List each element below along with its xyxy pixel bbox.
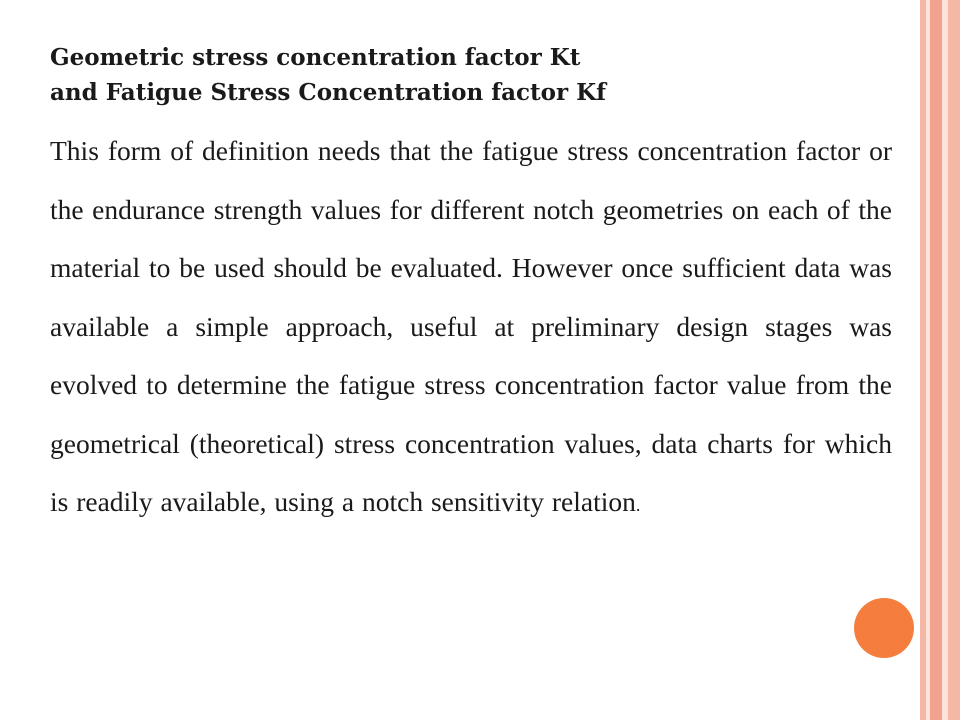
decorative-stripe: [930, 0, 942, 720]
orange-circle-decoration: [854, 598, 914, 658]
decorative-stripe: [948, 0, 960, 720]
slide-title: [50, 40, 890, 110]
slide-title-line-2: and Fatigue Stress Concentration factor Kf: [50, 79, 606, 106]
slide-body-text: [50, 122, 892, 535]
slide-title-line-1: Geometric stress concentration factor Kt: [50, 44, 581, 71]
body-paragraph: This form of definition needs that the fatigue stress concentration factor or the endurance strength values for different notch geometries on each of the material to be used should be evaluated. However once sufficient data was available a simple approach, useful at preliminary design stages was evolved to determine the fatigue stress concentration factor value from the geometrical (theoretical) stress concentration values, data charts for which is readily available, using a notch sensitivity relation: [50, 135, 892, 517]
body-paragraph-end: .: [635, 495, 641, 515]
